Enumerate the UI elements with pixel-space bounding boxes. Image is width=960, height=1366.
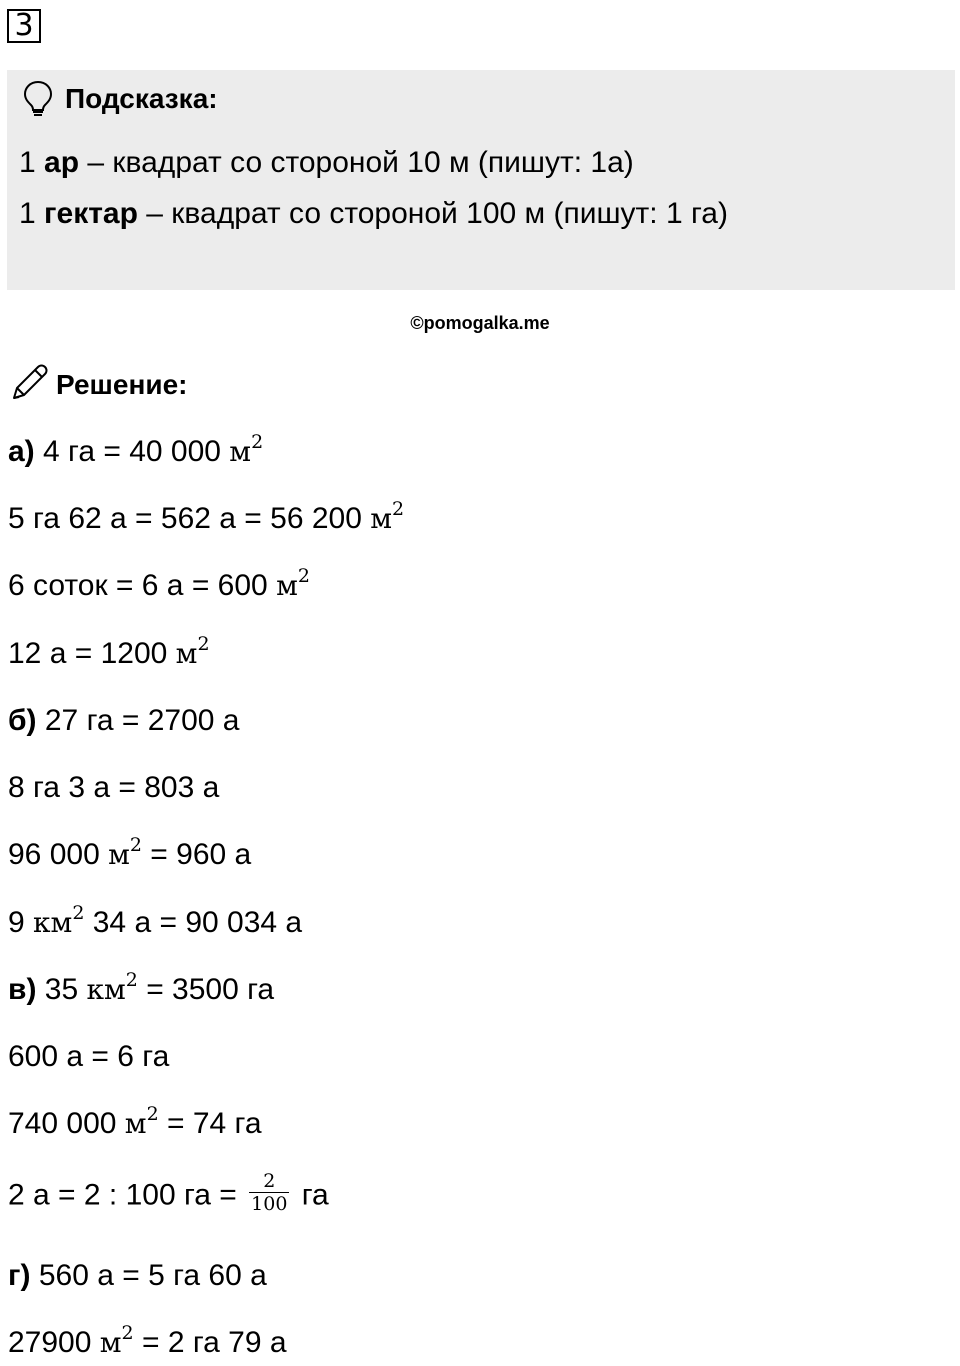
line-text: 6 соток = 6 а = 600 (8, 569, 277, 602)
fraction-numerator: 2 (249, 1170, 289, 1193)
unit-m2 (99, 1322, 134, 1359)
line-text-rest: 34 а = 90 034 а (84, 906, 303, 939)
unit-text: м (124, 1107, 147, 1140)
solution-line-b4 (8, 902, 303, 940)
line-text: 8 га 3 а = 803 а (8, 771, 220, 804)
solution-line-a4 (8, 633, 210, 671)
line-text: 560 а = 5 га 60 а (30, 1259, 267, 1292)
line-text-rest: = 3500 га (137, 973, 275, 1006)
hint-term-hectare: гектар (44, 197, 138, 230)
hint-line-text: – квадрат со стороной 10 м (пишут: 1а) (79, 146, 634, 179)
hint-line-prefix: 1 (19, 146, 45, 179)
unit-text: м (276, 569, 298, 602)
unit-exponent: 2 (297, 565, 310, 587)
line-text: 35 (36, 973, 87, 1006)
line-text-rest: = 2 га 79 а (133, 1326, 287, 1359)
solution-line-g1 (8, 1259, 267, 1293)
unit-exponent: 2 (129, 834, 142, 856)
line-text: 2 а = 2 : 100 га = (8, 1178, 246, 1212)
part-label-g: г) (8, 1259, 31, 1292)
unit-exponent: 2 (146, 1103, 159, 1125)
unit-text: км (33, 906, 73, 939)
unit-text: м (175, 637, 198, 670)
hint-line-ar (19, 146, 634, 180)
unit-text: км (86, 973, 126, 1006)
unit-m2 (124, 1103, 159, 1140)
unit-m2 (276, 565, 310, 602)
hint-line-hectare (19, 197, 728, 231)
part-label-v: в) (8, 973, 37, 1006)
line-text-rest: = 960 а (141, 838, 252, 871)
unit-m2 (108, 834, 142, 871)
unit-text: м (99, 1326, 122, 1359)
part-label-a: а) (8, 435, 35, 468)
unit-exponent: 2 (251, 431, 264, 453)
line-text: 4 га = 40 000 (34, 435, 230, 468)
hint-title: Подсказка: (65, 83, 218, 114)
line-text: 12 а = 1200 (8, 637, 176, 670)
solution-line-b3 (8, 834, 252, 872)
line-text-rest: га (293, 1178, 329, 1212)
solution-line-a3 (8, 565, 310, 603)
part-label-b: б) (8, 704, 37, 737)
line-text: 600 а = 6 га (8, 1040, 170, 1073)
unit-text: м (370, 502, 393, 535)
fraction (249, 1170, 289, 1215)
solution-line-b2 (8, 771, 219, 805)
unit-text: м (229, 435, 252, 468)
unit-km2 (33, 902, 85, 939)
solution-line-v2 (8, 1040, 169, 1074)
hint-term-ar: ар (44, 146, 80, 179)
line-text: 5 га 62 а = 562 а = 56 200 (8, 502, 371, 535)
unit-text: м (108, 838, 130, 871)
solution-line-v4 (8, 1170, 329, 1219)
solution-line-a1 (8, 431, 264, 469)
solution-line-v3 (8, 1103, 262, 1141)
hint-box (7, 70, 955, 290)
hint-line-text: – квадрат со стороной 100 м (пишут: 1 га) (137, 197, 728, 230)
unit-m2 (175, 633, 210, 670)
unit-exponent: 2 (197, 633, 210, 655)
solution-line-b1 (8, 704, 240, 738)
line-text: 9 (8, 906, 34, 939)
unit-exponent: 2 (392, 498, 405, 520)
hint-header (23, 80, 218, 118)
unit-m2 (229, 431, 264, 468)
unit-exponent: 2 (72, 902, 85, 924)
task-number-box: 3 (7, 9, 41, 43)
line-text: 740 000 (8, 1107, 125, 1140)
solution-line-g2 (8, 1322, 287, 1360)
line-text: 27900 (8, 1326, 100, 1359)
fraction-denominator: 100 (251, 1193, 288, 1215)
solution-line-v1 (8, 969, 275, 1007)
unit-exponent: 2 (121, 1322, 134, 1344)
hint-line-prefix: 1 (19, 197, 45, 230)
solution-title: Решение: (56, 368, 188, 400)
solution-line-a2 (8, 498, 405, 536)
solution-header (10, 362, 187, 407)
lightbulb-icon (23, 80, 53, 118)
line-text-rest: = 74 га (158, 1107, 262, 1140)
unit-exponent: 2 (125, 969, 138, 991)
unit-km2 (86, 969, 138, 1006)
unit-m2 (370, 498, 405, 535)
line-text: 27 га = 2700 а (36, 704, 240, 737)
pencil-icon (10, 362, 50, 407)
copyright-text: ©pomogalka.me (410, 313, 550, 333)
line-text: 96 000 (8, 838, 109, 871)
